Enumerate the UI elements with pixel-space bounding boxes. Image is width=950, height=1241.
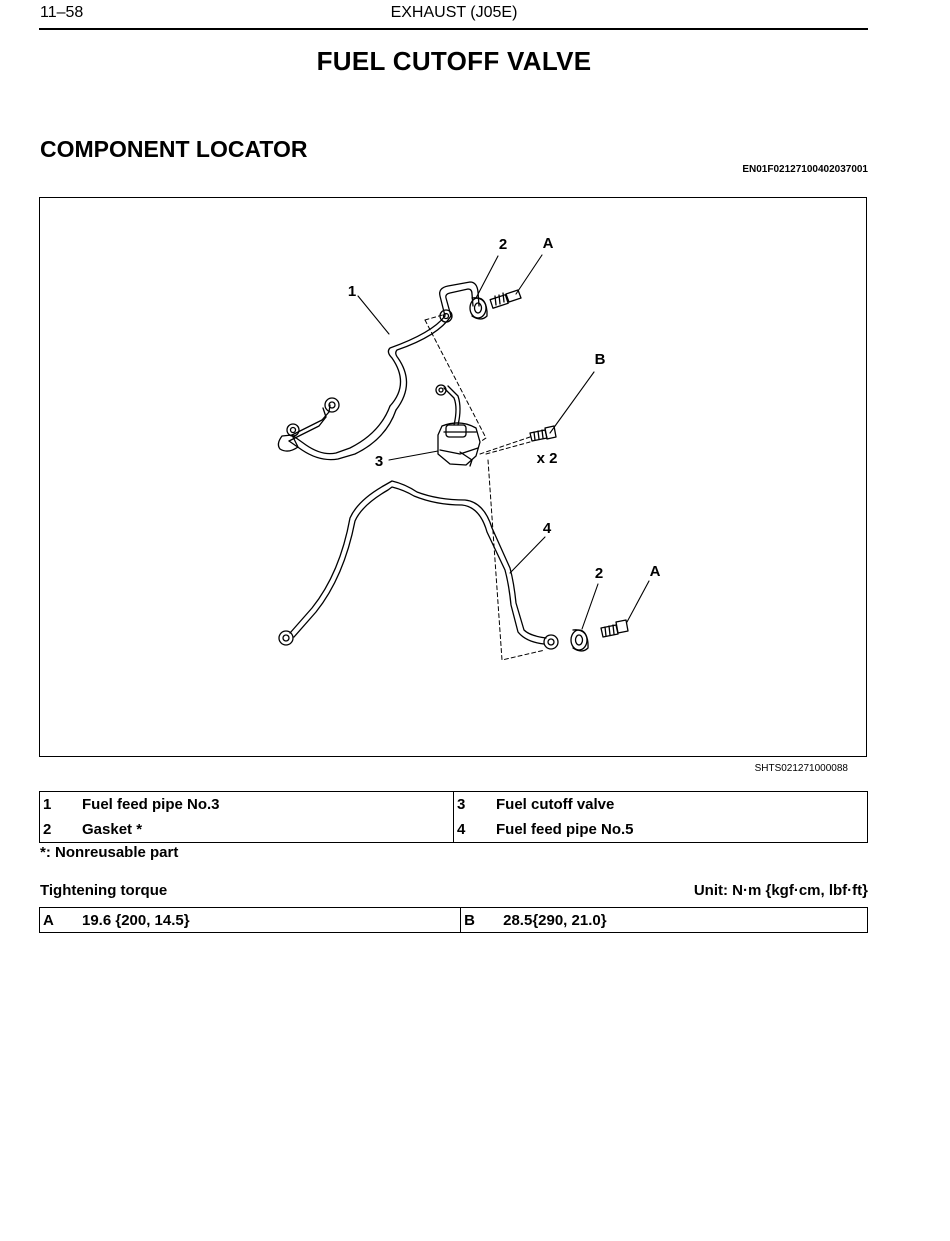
fuel-cutoff-valve bbox=[436, 385, 480, 466]
part-number: 2 bbox=[43, 821, 52, 838]
torque-value: 19.6 {200, 14.5} bbox=[82, 911, 190, 929]
callout-4: 4 bbox=[542, 520, 552, 537]
table-row bbox=[40, 817, 868, 843]
part-number: 3 bbox=[454, 792, 494, 818]
leader-lines bbox=[358, 255, 649, 629]
page-title: FUEL CUTOFF VALVE bbox=[316, 46, 592, 76]
document-code: EN01F02127100402037001 bbox=[742, 164, 868, 175]
running-title: EXHAUST (J05E) bbox=[390, 4, 518, 21]
part-name: Gasket * bbox=[82, 821, 143, 838]
fuel-feed-pipe-no5 bbox=[279, 481, 558, 649]
quantity-x2: x 2 bbox=[536, 450, 558, 467]
torque-key: A bbox=[43, 911, 54, 929]
nonreusable-note: *: Nonreusable part bbox=[40, 844, 179, 861]
torque-label: Tightening torque bbox=[40, 882, 168, 899]
component-figure bbox=[39, 197, 867, 757]
bolt-b bbox=[530, 426, 556, 441]
header-rule bbox=[39, 28, 868, 30]
part-number: 4 bbox=[454, 817, 494, 843]
top-banjo-fitting bbox=[440, 310, 452, 322]
part-name: Fuel feed pipe No.3 bbox=[82, 796, 220, 813]
figure-code: SHTS021271000088 bbox=[754, 763, 848, 774]
parts-table bbox=[39, 791, 868, 843]
gasket-bottom bbox=[571, 630, 588, 651]
page-number: 11–58 bbox=[40, 4, 84, 21]
callout-b: B bbox=[594, 351, 606, 368]
fuel-feed-pipe-no3 bbox=[278, 282, 479, 460]
bolt-a-bottom bbox=[601, 620, 628, 637]
callout-1: 1 bbox=[347, 283, 357, 300]
torque-value: 28.5{290, 21.0} bbox=[503, 911, 607, 929]
torque-key: B bbox=[461, 908, 501, 933]
part-name: Fuel feed pipe No.5 bbox=[496, 821, 634, 838]
callout-a-bottom: A bbox=[649, 563, 661, 580]
torque-table bbox=[39, 907, 868, 933]
table-row bbox=[40, 792, 868, 818]
section-title: COMPONENT LOCATOR bbox=[40, 136, 308, 162]
callout-2-bottom: 2 bbox=[594, 565, 604, 582]
component-diagram bbox=[40, 198, 866, 756]
callout-3: 3 bbox=[374, 453, 384, 470]
callout-2-top: 2 bbox=[498, 236, 508, 253]
part-number: 1 bbox=[43, 796, 52, 813]
callout-a-top: A bbox=[542, 235, 554, 252]
part-name: Fuel cutoff valve bbox=[496, 796, 615, 813]
table-row bbox=[40, 908, 868, 933]
torque-unit: Unit: N·m {kgf·cm, lbf·ft} bbox=[693, 882, 868, 899]
alignment-lines bbox=[425, 314, 545, 660]
